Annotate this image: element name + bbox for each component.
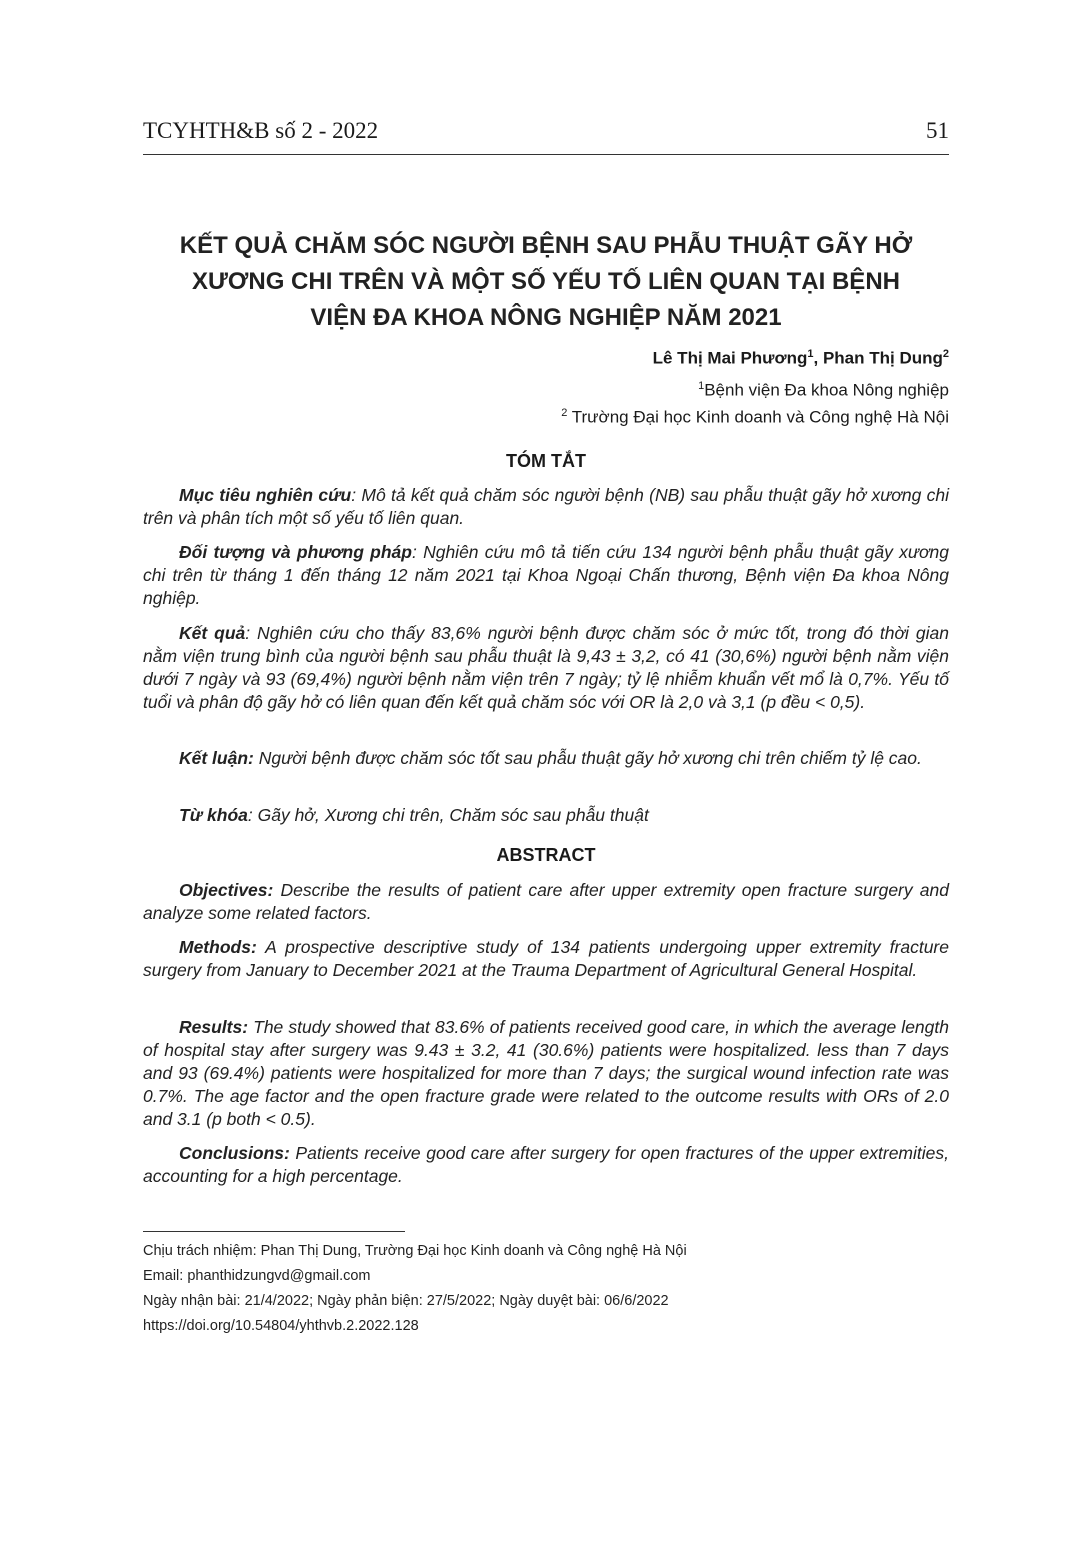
abstract-methods-text: A prospective descriptive study of 134 patients undergoing upper extremity fracture surgery from January to December 2021 at the Trauma Department of Agricultural General Hospital. xyxy=(143,937,949,980)
summary-methods-text: : Nghiên cứu mô tả tiến cứu 134 người bệnh phẫu thuật gãy xương chi trên từ tháng 1 đến tháng 12 năm 2021 tại Khoa Ngoại Chấn thương, Bệnh viện Đa khoa Nông nghiệp. xyxy=(143,542,950,608)
summary-results-text: : Nghiên cứu cho thấy 83,6% người bệnh được chăm sóc ở mức tốt, trong đó thời gian nằm viện trung bình của người bệnh sau phẫu thuật là 9,43 ± 3,2, có 41 (30,6%) người bệnh nằm viện dưới 7 ngày và 93 (69,4%) người bệnh nằm viện trên 7 ngày; tỷ lệ nhiễm khuẩn vết mổ là 0,7%. Yếu tố tuổi và phân độ gãy hở có liên quan đến kết quả chăm sóc với OR là 2,0 và 3,1 (p đều < 0,5). xyxy=(143,623,949,712)
summary-conclusion-text: Người bệnh được chăm sóc tốt sau phẫu thuật gãy hở xương chi trên chiếm tỷ lệ cao. xyxy=(253,748,922,768)
affiliation-1 xyxy=(698,380,949,401)
summary-methods xyxy=(143,541,949,610)
author-2: Phan Thị Dung xyxy=(822,348,943,368)
author-list xyxy=(653,348,949,369)
footnote-email: Email: phanthidzungvd@gmail.com xyxy=(143,1268,371,1284)
author-separator: , xyxy=(813,348,823,368)
summary-keywords-text: : Gãy hở, Xương chi trên, Chăm sóc sau phẫu thuật xyxy=(247,805,649,825)
abstract-results-label: Results: xyxy=(179,1017,249,1037)
abstract-objectives-label: Objectives: xyxy=(179,880,274,900)
summary-keywords-label: Từ khóa xyxy=(179,805,248,825)
affiliation-2-text: Trường Đại học Kinh doanh và Công nghệ Hà Nội xyxy=(567,407,949,427)
summary-heading: TÓM TẮT xyxy=(506,451,586,471)
abstract-methods-label: Methods: xyxy=(179,937,257,957)
page-number: 51 xyxy=(926,118,949,143)
author-2-affiliation-mark: 2 xyxy=(942,348,949,360)
summary-results xyxy=(143,622,949,714)
affiliation-2 xyxy=(561,407,949,428)
abstract-methods xyxy=(143,936,949,982)
author-1-affiliation-mark: 1 xyxy=(807,348,814,360)
summary-objective xyxy=(143,484,949,530)
title-line-3: VIỆN ĐA KHOA NÔNG NGHIỆP NĂM 2021 xyxy=(310,304,782,331)
abstract-heading: ABSTRACT xyxy=(496,845,596,865)
abstract-results-text: The study showed that 83.6% of patients received good care, in which the average length of hospital stay after surgery was 9.43 ± 3.2, 41 (30.6%) patients were hospitalized. less than 7 days and 93 (69.4%) patients were hospitalized for more than 7 days; the surgical wound infection rate was 0.7%. The age factor and the open fracture grade were related to the outcome results with ORs of 2.0 and 3.1 (p both < 0.5). xyxy=(143,1017,949,1129)
abstract-results xyxy=(143,1016,949,1131)
summary-objective-label: Mục tiêu nghiên cứu xyxy=(179,485,352,505)
footnote-responsible: Chịu trách nhiệm: Phan Thị Dung, Trường Đại học Kinh doanh và Công nghệ Hà Nội xyxy=(143,1243,687,1259)
journal-issue: TCYHTH&B số 2 - 2022 xyxy=(143,118,379,143)
abstract-conclusions xyxy=(143,1142,949,1188)
summary-keywords xyxy=(143,804,949,827)
summary-objective-text: : Mô tả kết quả chăm sóc người bệnh (NB) sau phẫu thuật gãy hở xương chi trên và phân tích một số yếu tố liên quan. xyxy=(143,485,949,528)
footnote-doi-link[interactable]: https://doi.org/10.54804/yhthvb.2.2022.128 xyxy=(143,1318,419,1334)
summary-conclusion-label: Kết luận: xyxy=(179,748,254,768)
author-1: Lê Thị Mai Phương xyxy=(652,348,808,368)
abstract-objectives xyxy=(143,879,949,925)
abstract-objectives-text: Describe the results of patient care after upper extremity open fracture surgery and analyze some related factors. xyxy=(143,880,949,923)
article-title xyxy=(143,228,949,336)
abstract-conclusions-label: Conclusions: xyxy=(179,1143,290,1163)
footnote-divider xyxy=(143,1231,405,1232)
title-line-2: XƯƠNG CHI TRÊN VÀ MỘT SỐ YẾU TỐ LIÊN QUAN TẠI BỆNH xyxy=(192,268,900,295)
abstract-conclusions-text: Patients receive good care after surgery for open fractures of the upper extremities, accounting for a high percentage. xyxy=(143,1143,949,1186)
summary-results-label: Kết quả xyxy=(179,623,246,643)
summary-methods-label: Đối tượng và phương pháp xyxy=(179,542,412,562)
footnote-dates: Ngày nhận bài: 21/4/2022; Ngày phản biện: 27/5/2022; Ngày duyệt bài: 06/6/2022 xyxy=(143,1293,669,1309)
summary-conclusion xyxy=(143,747,949,770)
affiliation-1-mark: 1 xyxy=(698,380,705,392)
title-line-1: KẾT QUẢ CHĂM SÓC NGƯỜI BỆNH SAU PHẪU THUẬT GÃY HỞ xyxy=(179,232,913,259)
affiliation-1-text: Bệnh viện Đa khoa Nông nghiệp xyxy=(704,380,949,400)
affiliation-2-mark: 2 xyxy=(561,407,568,419)
running-header xyxy=(143,118,949,155)
